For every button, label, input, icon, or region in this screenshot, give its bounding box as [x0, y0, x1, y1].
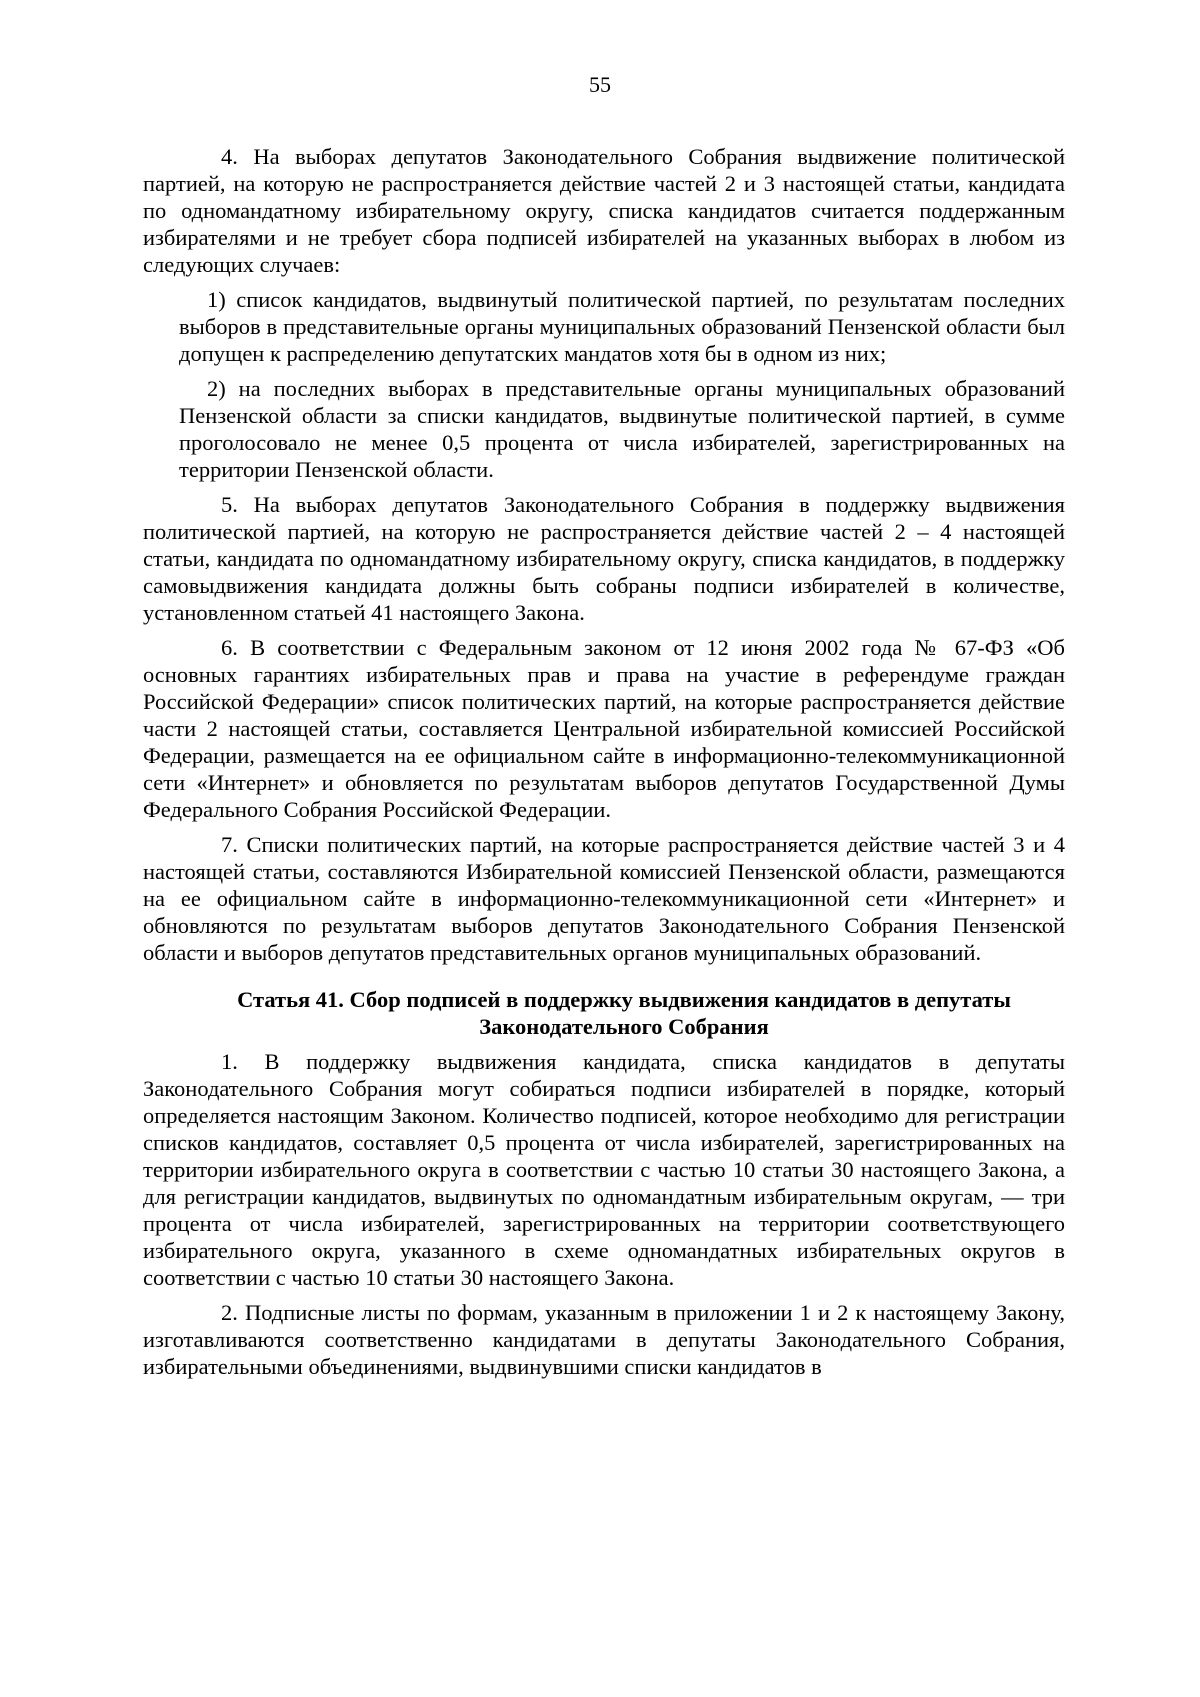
- paragraph-7: 7. Списки политических партий, на которые распространяется действие частей 3 и 4 настоящей статьи, составляются Избирательной комиссией Пензенской области, размещаются на ее официальном сайте в информационно-телекоммуникационной сети «Интернет» и обновляются по результатам выборов депутатов Законодательного Собрания Пензенской области и выборов депутатов представительных органов муниципальных образований.: [143, 832, 1065, 965]
- article41-paragraph-1: 1. В поддержку выдвижения кандидата, списка кандидатов в депутаты Законодательного Собрания могут собираться подписи избирателей в порядке, который определяется настоящим Законом. Количество подписей, которое необходимо для регистрации списков кандидатов, составляет 0,5 процента от числа избирателей, зарегистрированных на территории избирательного округа в соответствии с частью 10 статьи 30 настоящего Закона, а для регистрации кандидатов, выдвинутых по одномандатным избирательным округам, — три процента от числа избирателей, зарегистрированных на территории соответствующего избирательного округа, указанного в схеме одномандатных избирательных округов в соответствии с частью 10 статьи 30 настоящего Закона.: [143, 1049, 1065, 1290]
- article-heading-line1: Статья 41. Сбор подписей в поддержку выдвижения кандидатов в депутаты: [237, 987, 1011, 1012]
- subitem-2: 2) на последних выборах в представительные органы муниципальных образований Пензенской области за списки кандидатов, выдвинутые политической партией, в сумме проголосовало не менее 0,5 процента от числа избирателей, зарегистрированных на территории Пензенской области.: [179, 376, 1065, 482]
- article-heading-line2: Законодательного Собрания: [479, 1014, 769, 1039]
- page-number: 55: [589, 72, 611, 97]
- article-heading: [143, 986, 1065, 1040]
- paragraph-4: 4. На выборах депутатов Законодательного Собрания выдвижение политической партией, на которую не распространяется действие частей 2 и 3 настоящей статьи, кандидата по одномандатному избирательному округу, списка кандидатов считается поддержанным избирателями и не требует сбора подписей избирателей на указанных выборах в любом из следующих случаев:: [143, 144, 1065, 277]
- article41-paragraph-2: 2. Подписные листы по формам, указанным в приложении 1 и 2 к настоящему Закону, изготавливаются соответственно кандидатами в депутаты Законодательного Собрания, избирательными объединениями, выдвинувшими списки кандидатов в: [143, 1300, 1065, 1379]
- paragraph-6: 6. В соответствии с Федеральным законом от 12 июня 2002 года № 67-ФЗ «Об основных гарантиях избирательных прав и права на участие в референдуме граждан Российской Федерации» список политических партий, на которые распространяется действие части 2 настоящей статьи, составляется Центральной избирательной комиссией Российской Федерации, размещается на ее официальном сайте в информационно-телекоммуникационной сети «Интернет» и обновляется по результатам выборов депутатов Государственной Думы Федерального Собрания Российской Федерации.: [143, 635, 1065, 822]
- paragraph-5: 5. На выборах депутатов Законодательного Собрания в поддержку выдвижения политической партией, на которую не распространяется действие частей 2 – 4 настоящей статьи, кандидата по одномандатному избирательному округу, списка кандидатов, в поддержку самовыдвижения кандидата должны быть собраны подписи избирателей в количестве, установленном статьей 41 настоящего Закона.: [143, 492, 1065, 625]
- document-body: [143, 143, 1065, 1388]
- subitem-1: 1) список кандидатов, выдвинутый политической партией, по результатам последних выборов в представительные органы муниципальных образований Пензенской области был допущен к распределению депутатских мандатов хотя бы в одном из них;: [179, 287, 1065, 366]
